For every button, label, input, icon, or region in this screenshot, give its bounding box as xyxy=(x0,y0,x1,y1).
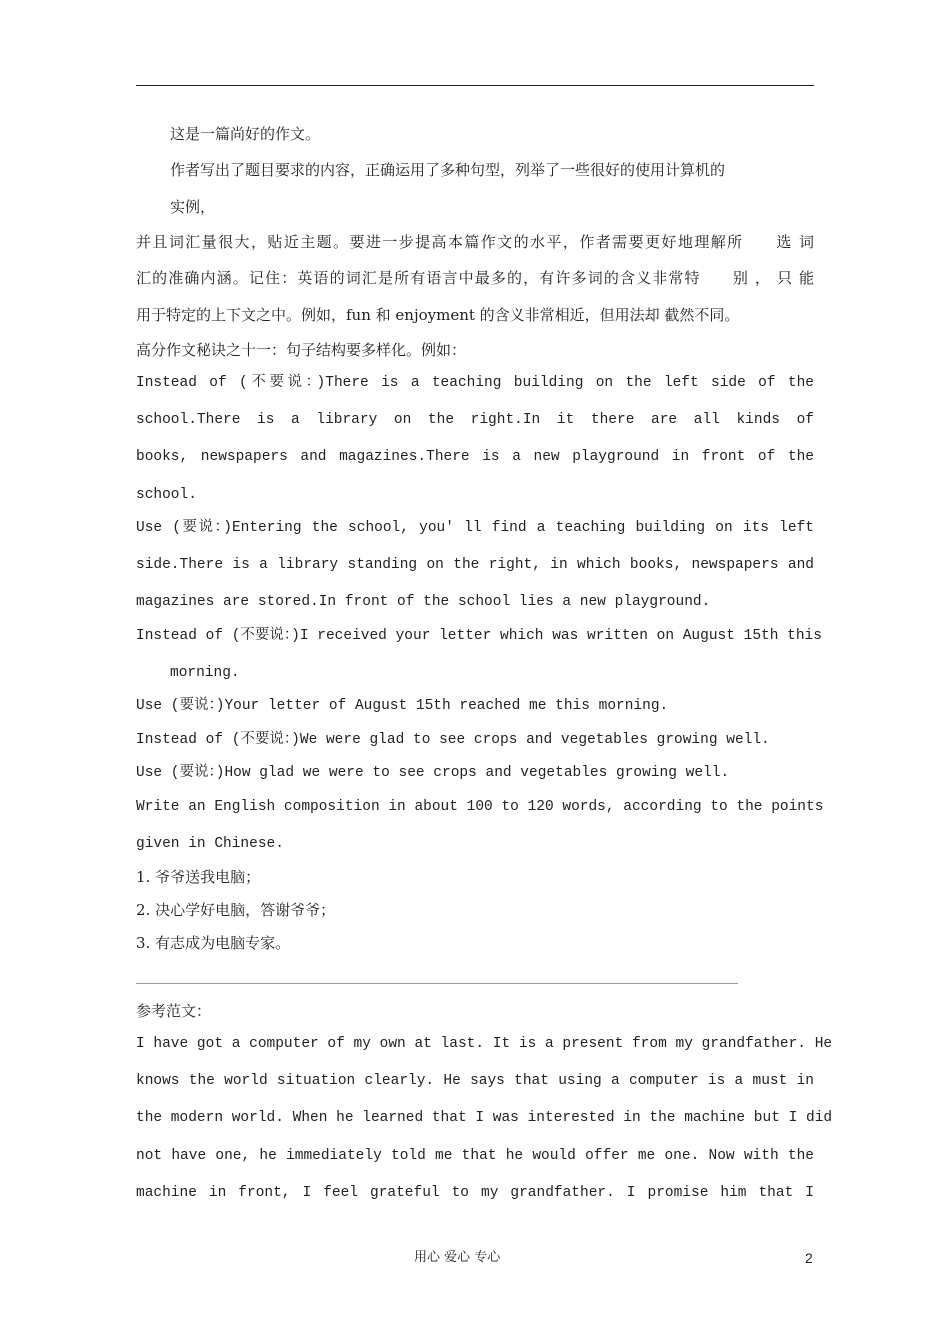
sample-line: the modern world. When he learned that I was interested in the machine but I did xyxy=(136,1110,833,1126)
tip-heading: 高分作文秘诀之十一：句子结构要多样化。例如： xyxy=(136,341,467,359)
example-line: school. xyxy=(136,487,197,503)
sample-line: machine in front, I feel grateful to my grandfather. I promise him that I xyxy=(136,1185,814,1201)
example-line: magazines are stored.In front of the school lies a new playground. xyxy=(136,594,711,610)
point-item: 1. 爷爷送我电脑； xyxy=(136,868,261,886)
comment-line: 并且词汇量很大，贴近主题。要进一步提高本篇作文的水平，作者需要更好地理解所 选 词 xyxy=(136,233,814,251)
sample-line: not have one, he immediately told me that he would offer me one. Now with the xyxy=(136,1148,814,1164)
example-line: school.There is a library on the right.In it there are all kinds of xyxy=(136,412,814,428)
sample-line: I have got a computer of my own at last. It is a present from my grandfather. He xyxy=(136,1036,833,1052)
comment-line: 作者写出了题目要求的内容，正确运用了多种句型，列举了一些很好的使用计算机的 xyxy=(170,161,726,179)
header-rule xyxy=(136,85,814,86)
comment-line: 汇的准确内涵。记住：英语的词汇是所有语言中最多的，有许多词的含义非常特 别 ， 只 能 xyxy=(136,269,814,287)
page-number: 2 xyxy=(805,1250,813,1266)
example-line: Use (要说：)Your letter of August 15th reached me this morning. xyxy=(136,698,669,714)
comment-line: 实例， xyxy=(170,198,216,216)
example-line: Use (要说：)How glad we were to see crops and vegetables growing well. xyxy=(136,765,730,781)
task-line: Write an English composition in about 100 to 120 words, according to the points xyxy=(136,799,824,815)
task-line: given in Chinese. xyxy=(136,836,284,852)
sample-line: knows the world situation clearly. He says that using a computer is a must in xyxy=(136,1073,814,1089)
comment-line: 这是一篇尚好的作文。 xyxy=(170,125,321,143)
example-line: Instead of (不要说：)I received your letter which was written on August 15th this xyxy=(136,628,822,644)
example-line: Use (要说：)Entering the school, you' ll find a teaching building on its left xyxy=(136,520,814,536)
example-line: morning. xyxy=(170,665,240,681)
example-line: Instead of (不要说：)There is a teaching building on the left side of the xyxy=(136,375,814,391)
point-item: 2. 决心学好电脑，答谢爷爷； xyxy=(136,901,336,919)
example-line: side.There is a library standing on the right, in which books, newspapers and xyxy=(136,557,814,573)
footer-text: 用心 爱心 专心 xyxy=(414,1250,501,1265)
comment-line: 用于特定的上下文之中。例如，fun 和 enjoyment 的含义非常相近，但用法却 截然不同。 xyxy=(136,306,740,324)
section-divider xyxy=(136,983,738,984)
example-line: books, newspapers and magazines.There is a new playground in front of the xyxy=(136,449,814,465)
sample-heading: 参考范文： xyxy=(136,1002,212,1020)
example-line: Instead of (不要说：)We were glad to see crops and vegetables growing well. xyxy=(136,732,770,748)
point-item: 3. 有志成为电脑专家。 xyxy=(136,934,291,952)
